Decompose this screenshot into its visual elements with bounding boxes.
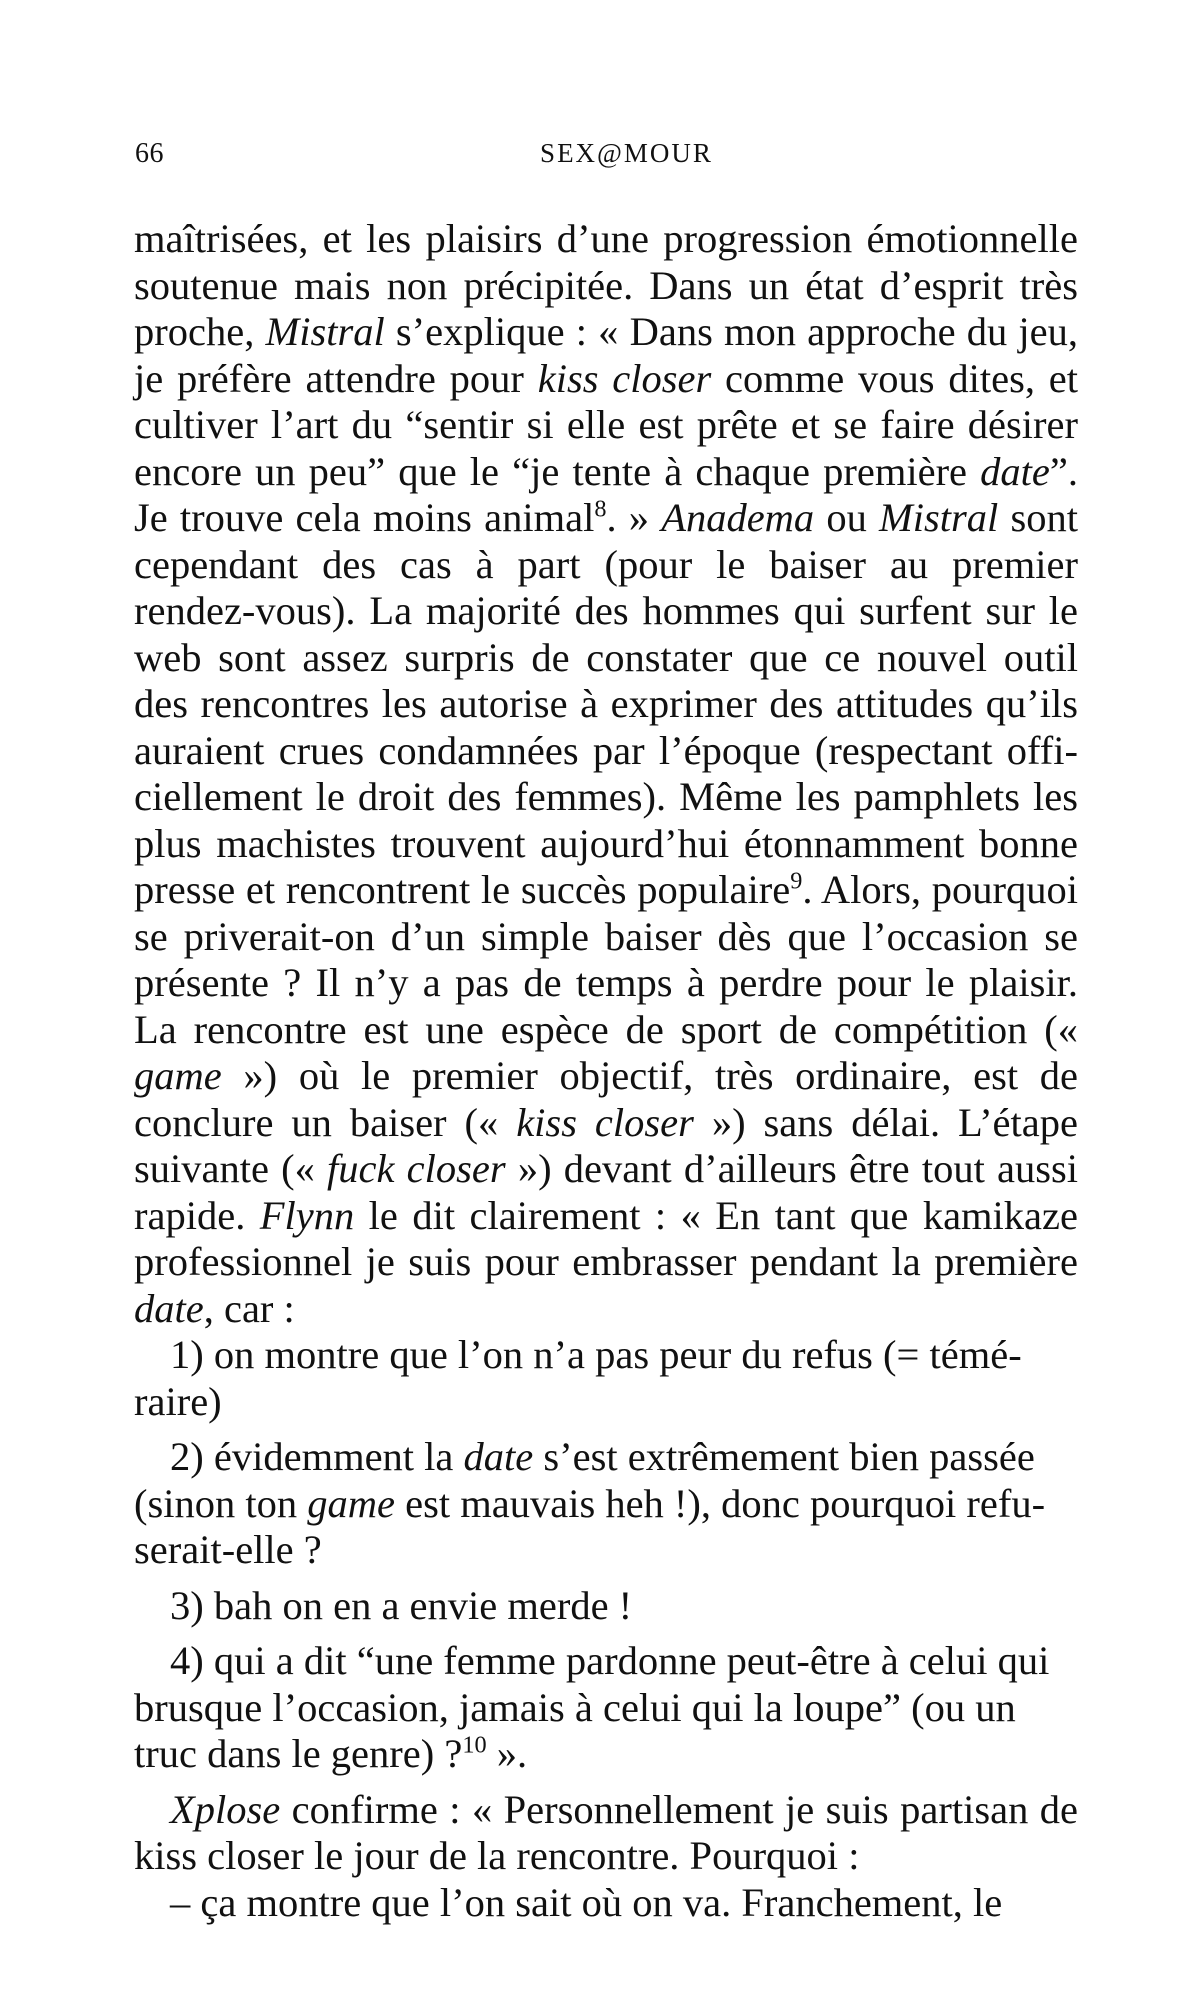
body-text (134, 216, 1078, 1926)
text-span: maîtrisées, et les plaisirs d’une progression émotionnelle soutenue mais non précipitée. Dans un état d’esprit très proche, (134, 216, 1078, 354)
running-head (135, 138, 1078, 178)
page-number: 66 (135, 138, 164, 169)
text-span: est mauvais heh !), donc pourquoi refuserait-elle ? (134, 1480, 1046, 1572)
text-span: s’est extrêmement bien passée (sinon ton (134, 1434, 1035, 1526)
footnote-ref: 8 (594, 495, 607, 523)
italic-term: date (980, 448, 1050, 494)
footnote-ref: 9 (790, 867, 803, 895)
list-item-4 (134, 1638, 1078, 1778)
text-span: 3) bah on en a envie merde ! (170, 1582, 633, 1628)
italic-name: Mistral (265, 309, 385, 354)
list-item-1 (134, 1332, 1078, 1425)
italic-name: Mistral (879, 495, 999, 540)
italic-term: kiss closer (516, 1099, 694, 1145)
italic-term: kiss closer (537, 355, 712, 401)
paragraph-xplose (134, 1787, 1078, 1880)
paragraph-main (134, 216, 1078, 1332)
running-title: SEX@MOUR (540, 138, 713, 168)
text-span: . Alors, pourquoi se priverait-on d’un simple baiser dès que l’occasion se présente ? Il n’y a pas de temps à perdre pour le plaisir. La rencontre est une espèce de sport de compétition (« (134, 867, 1078, 1052)
text-span: 1) on montre que l’on n’a pas peur du refus (= téméraire) (134, 1332, 1022, 1424)
footnote-ref: 10 (462, 1731, 487, 1759)
text-span: ”. Je trouve cela moins animal (134, 448, 1078, 540)
text-span: 2) évidemment la (170, 1434, 464, 1479)
text-span: – ça montre que l’on sait où on va. Franchement, le (170, 1879, 1003, 1925)
italic-name: Xplose (170, 1786, 281, 1832)
text-span: ou (814, 495, 880, 540)
text-span: comme vous dites, et cultiver l’art du “sentir si elle est prête et se faire désirer encore un peu” que le “je tente à chaque première (134, 355, 1078, 494)
text-span: 4) qui a dit “une femme pardonne peut-être à celui qui brusque l’occasion, jamais à celui qui la loupe” (ou un truc dans le genre) ? (134, 1638, 1050, 1776)
text-span: , car : (203, 1285, 295, 1331)
text-span: ») sans délai. L’étape suivante (« (134, 1099, 1078, 1191)
italic-term: date (463, 1434, 534, 1479)
dash-item (134, 1880, 1078, 1927)
text-span: ») devant d’ailleurs être tout aussi rapide. (134, 1146, 1078, 1238)
text-span: confirme : « Personnellement je suis partisan de kiss closer le jour de la rencontre. Pourquoi : (134, 1786, 1078, 1878)
italic-term: game (134, 1053, 222, 1098)
text-span: ») où le premier objectif, très ordinaire, est de conclure un baiser (« (134, 1053, 1078, 1145)
list-item-3 (134, 1583, 1078, 1630)
italic-name: Flynn (259, 1192, 355, 1238)
text-span: . » (606, 495, 662, 540)
text-span: le dit clairement : « En tant que kamikaze professionnel je suis pour embrasser pendant la première (134, 1192, 1078, 1284)
italic-name: Anadema (661, 495, 815, 540)
text-span: sont cependant des cas à part (pour le baiser au premier rendez-vous). La majorité des hommes qui surfent sur le web sont assez surpris de constater que ce nouvel outil des rencontres les autorise à exprimer des attitudes qu’ils auraient crues condamnées par l’époque (respectant officiellement le droit des femmes). Même les pamphlets les plus machistes trouvent aujourd’hui étonnamment bonne presse et rencontrent le succès populaire (134, 495, 1079, 912)
text-span: ». (486, 1731, 528, 1776)
italic-term: game (307, 1480, 395, 1526)
italic-term: date (134, 1285, 204, 1331)
text-span: s’explique : « Dans mon approche du jeu, je préfère attendre pour (134, 309, 1078, 401)
italic-term: fuck closer (327, 1146, 506, 1191)
list-item-2 (134, 1434, 1078, 1574)
